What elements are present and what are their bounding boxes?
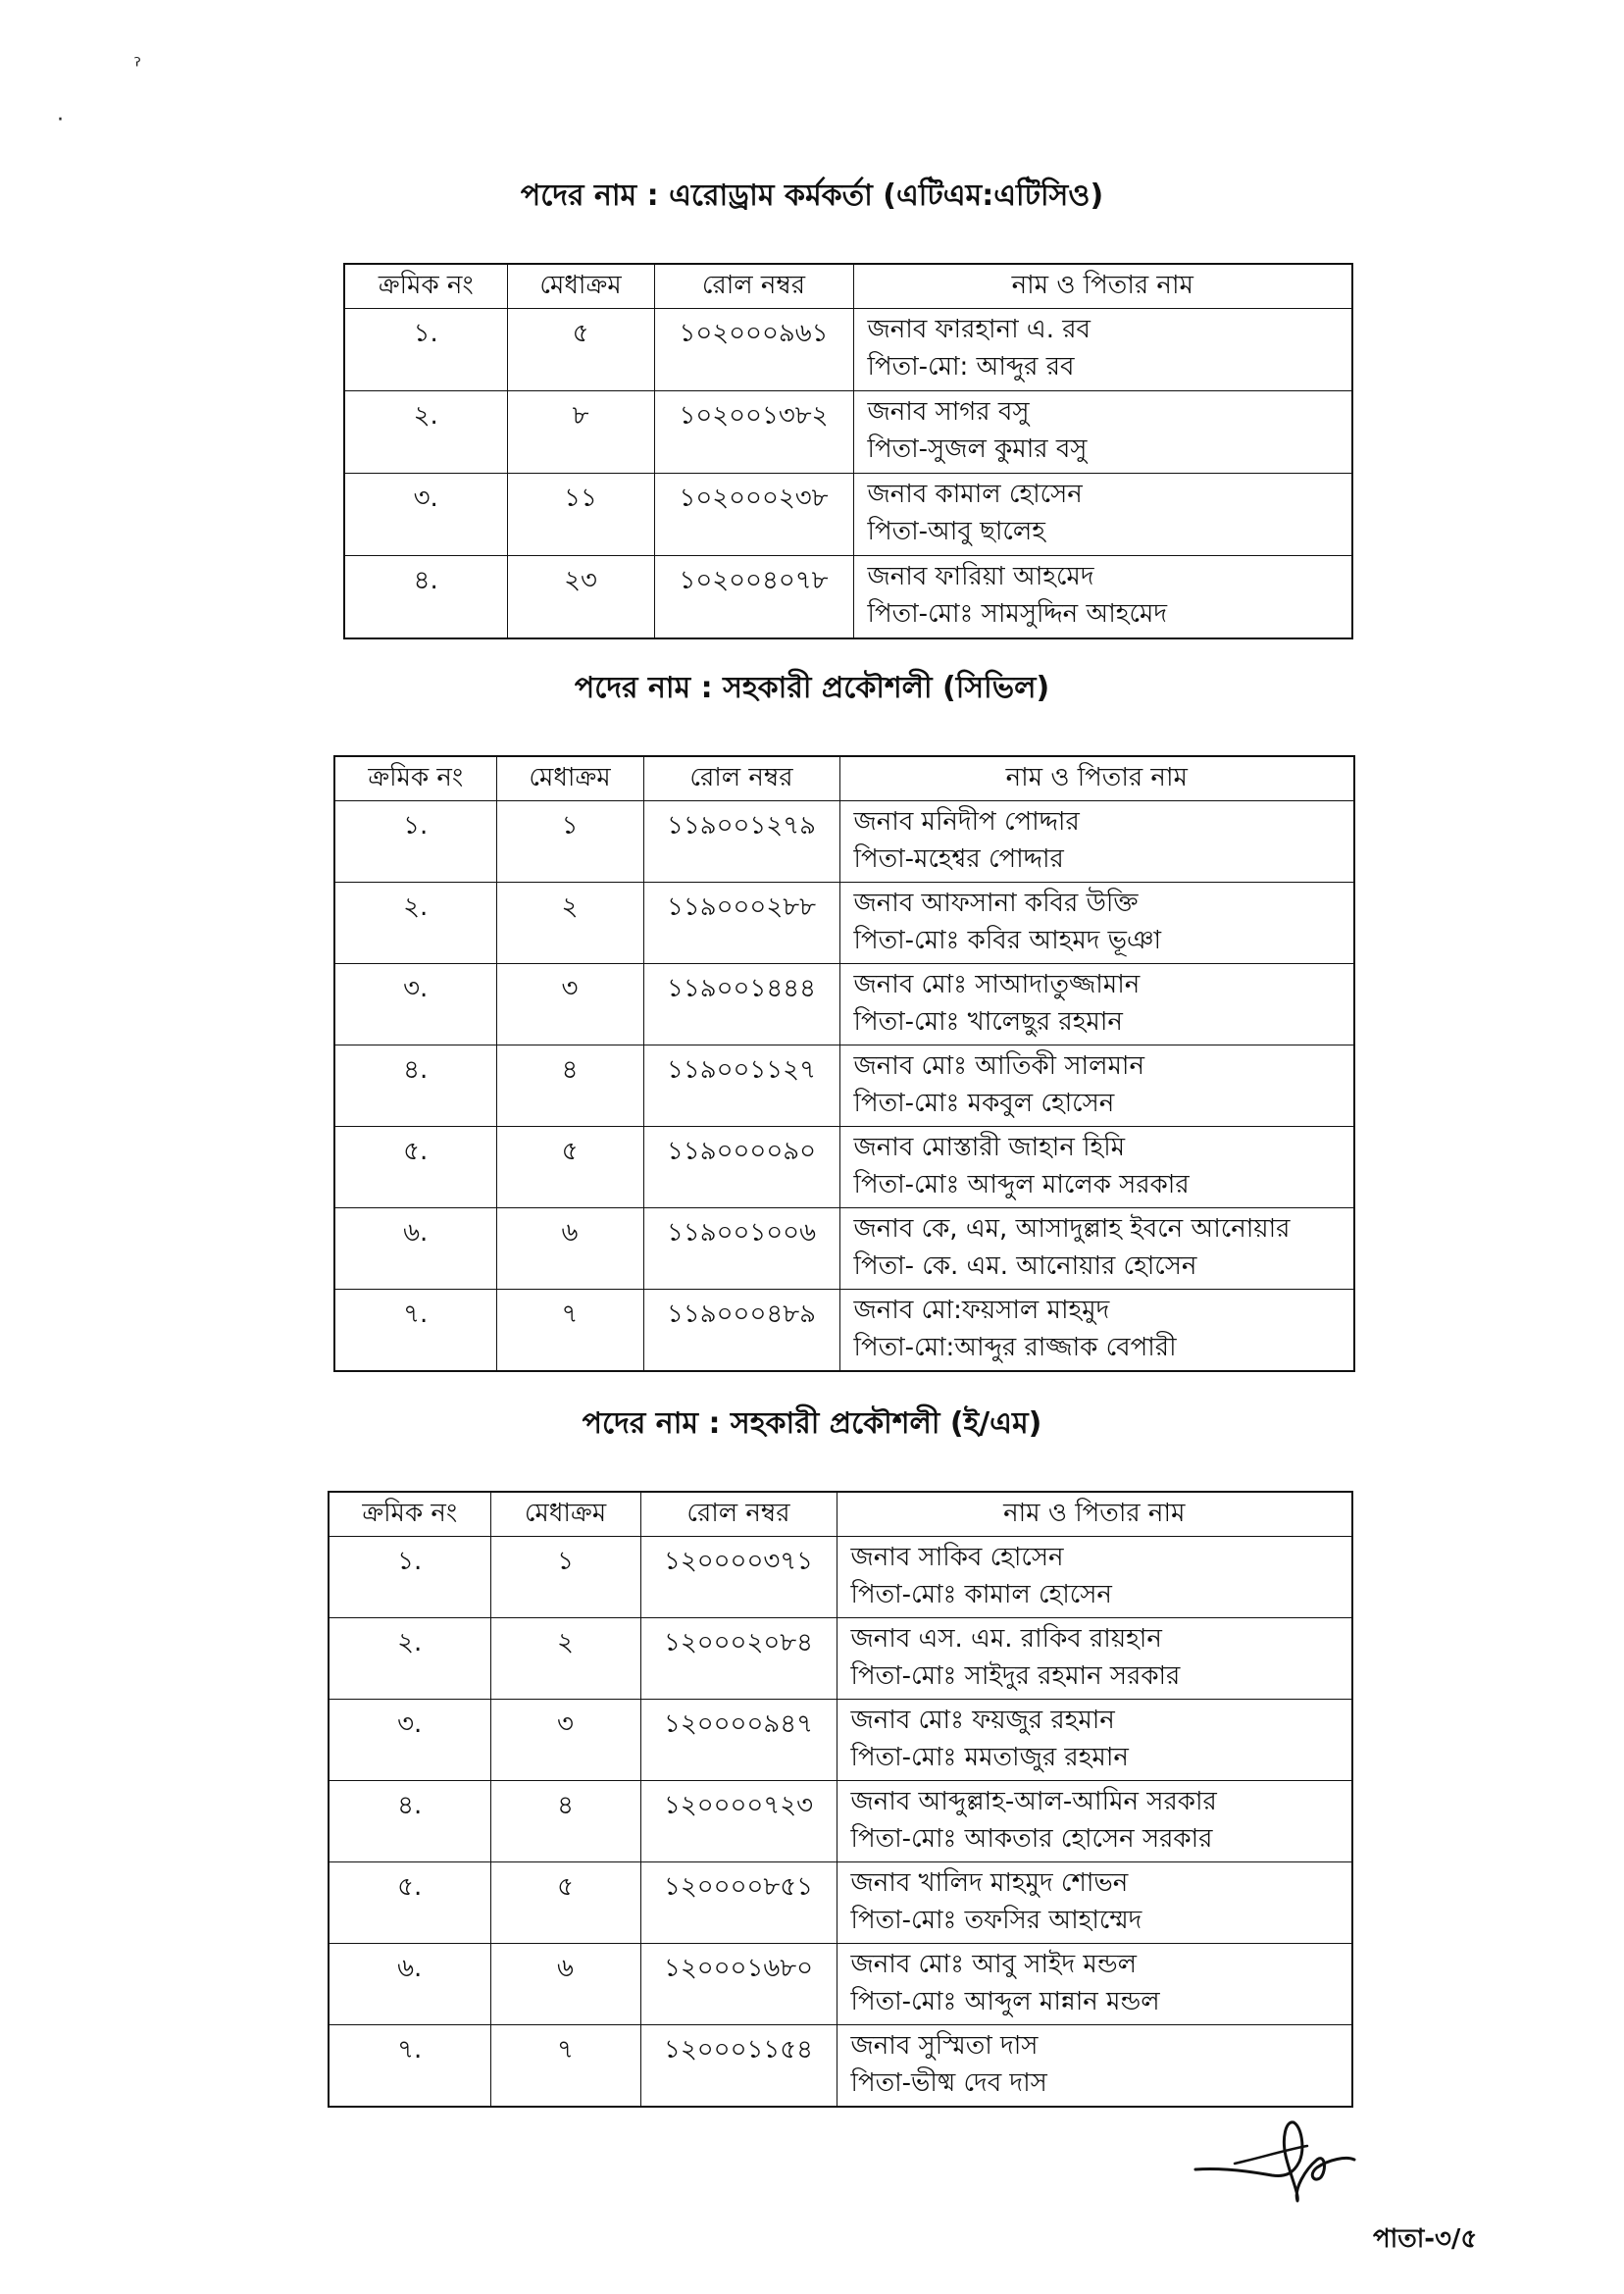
header-merit: মেধাক্রম [496, 756, 643, 801]
candidate-name: জনাব মো:ফয়সাল মাহমুদ [853, 1296, 1110, 1325]
father-name: পিতা-মোঃ সাইদুর রহমান সরকার [850, 1661, 1181, 1691]
candidate-name: জনাব মোঃ আতিকী সালমান [853, 1051, 1144, 1081]
table-row [334, 801, 1354, 883]
roll-cell: ১২০০০১১৫৪ [640, 2025, 837, 2107]
section-title-aerodrome: পদের নাম : এরোড্রাম কর্মকর্তা (এটিএম:এটিসিও) [520, 178, 1104, 213]
merit-cell: ৫ [507, 309, 654, 391]
header-roll: রোল নম্বর [640, 1492, 837, 1537]
page-number: পাতা-৩/৫ [1373, 2224, 1478, 2254]
table-row [329, 1537, 1352, 1618]
merit-cell: ১ [496, 801, 643, 883]
table-row [329, 1618, 1352, 1700]
serial-cell: ৫. [329, 1862, 490, 1944]
table-row [334, 1208, 1354, 1290]
candidate-name: জনাব মোঃ ফয়জুর রহমান [850, 1706, 1115, 1735]
father-name: পিতা-মোঃ আকতার হোসেন সরকার [850, 1824, 1213, 1854]
candidate-name: জনাব আফসানা কবির উক্তি [853, 889, 1139, 918]
header-serial: ক্রমিক নং [344, 264, 507, 309]
father-name: পিতা-মহেশ্বর পোদ্দার [853, 844, 1064, 874]
header-roll: রোল নম্বর [654, 264, 853, 309]
roll-cell: ১২০০০০৩৭১ [640, 1537, 837, 1618]
candidate-name: জনাব মোস্তারী জাহান হিমি [853, 1133, 1126, 1162]
table-row [334, 1127, 1354, 1208]
merit-cell: ৩ [496, 964, 643, 1045]
serial-cell: ৪. [329, 1781, 490, 1862]
section-title-em: পদের নাম : সহকারী প্রকৌশলী (ই/এম) [582, 1406, 1042, 1441]
roll-cell: ১১৯০০০০৯০ [643, 1127, 839, 1208]
merit-cell: ২ [490, 1618, 640, 1700]
roll-cell: ১১৯০০১৪৪৪ [643, 964, 839, 1045]
name-cell [853, 556, 1352, 638]
serial-cell: ৭. [329, 2025, 490, 2107]
table-header-row [334, 756, 1354, 801]
serial-cell: ৭. [334, 1290, 496, 1371]
father-name: পিতা-ভীষ্ম দেব দাস [850, 2068, 1047, 2098]
name-cell [839, 883, 1354, 964]
name-cell [839, 964, 1354, 1045]
merit-cell: ১ [490, 1537, 640, 1618]
header-name: নাম ও পিতার নাম [837, 1492, 1352, 1537]
roll-cell: ১০২০০৪০৭৮ [654, 556, 853, 638]
merit-cell: ৭ [490, 2025, 640, 2107]
serial-cell: ২. [329, 1618, 490, 1700]
section-title-civil: পদের নাম : সহকারী প্রকৌশলী (সিভিল) [574, 671, 1050, 705]
header-serial: ক্রমিক নং [334, 756, 496, 801]
father-name: পিতা-মোঃ কবির আহমদ ভূঞা [853, 926, 1162, 955]
table-row [329, 1700, 1352, 1781]
serial-cell: ৬. [334, 1208, 496, 1290]
merit-cell: ৪ [496, 1045, 643, 1127]
signature-mark [1192, 2099, 1358, 2207]
merit-cell: ৫ [496, 1127, 643, 1208]
name-cell [839, 1045, 1354, 1127]
table-row [329, 1944, 1352, 2025]
scan-speck: ˀ [133, 55, 142, 79]
name-cell [853, 474, 1352, 556]
father-name: পিতা-মোঃ কামাল হোসেন [850, 1580, 1112, 1609]
candidate-name: জনাব মনিদীপ পোদ্দার [853, 807, 1080, 837]
merit-cell: ২৩ [507, 556, 654, 638]
serial-cell: ১. [334, 801, 496, 883]
roll-cell: ১০২০০১৩৮২ [654, 391, 853, 474]
roll-cell: ১১৯০০১১২৭ [643, 1045, 839, 1127]
merit-cell: ৭ [496, 1290, 643, 1371]
table-row [334, 1045, 1354, 1127]
serial-cell: ৬. [329, 1944, 490, 2025]
father-name: পিতা-মোঃ আব্দুল মান্নান মন্ডল [850, 1987, 1160, 2016]
merit-cell: ৬ [496, 1208, 643, 1290]
header-merit: মেধাক্রম [490, 1492, 640, 1537]
roster-table-aerodrome [343, 263, 1353, 639]
roll-cell: ১১৯০০০৪৮৯ [643, 1290, 839, 1371]
table-header-row [344, 264, 1352, 309]
father-name: পিতা-মোঃ আব্দুল মালেক সরকার [853, 1170, 1190, 1199]
table-row [329, 1781, 1352, 1862]
father-name: পিতা-মোঃ খালেছুর রহমান [853, 1007, 1123, 1037]
candidate-name: জনাব ফারিয়া আহমেদ [867, 562, 1094, 591]
merit-cell: ২ [496, 883, 643, 964]
table-row [334, 964, 1354, 1045]
roll-cell: ১২০০০১৬৮০ [640, 1944, 837, 2025]
table-row [329, 2025, 1352, 2107]
name-cell [853, 391, 1352, 474]
name-cell [853, 309, 1352, 391]
father-name: পিতা-আবু ছালেহ [867, 517, 1045, 546]
roll-cell: ১০২০০০৯৬১ [654, 309, 853, 391]
candidate-name: জনাব সাগর বসু [867, 397, 1030, 427]
header-name: নাম ও পিতার নাম [839, 756, 1354, 801]
table-row [344, 474, 1352, 556]
header-roll: রোল নম্বর [643, 756, 839, 801]
table-row [344, 556, 1352, 638]
roll-cell: ১০২০০০২৩৮ [654, 474, 853, 556]
father-name: পিতা-মো:আব্দুর রাজ্জাক বেপারী [853, 1333, 1177, 1362]
candidate-name: জনাব খালিদ মাহমুদ শোভন [850, 1868, 1129, 1898]
serial-cell: ১. [329, 1537, 490, 1618]
candidate-name: জনাব ফারহানা এ. রব [867, 315, 1091, 344]
merit-cell: ৮ [507, 391, 654, 474]
roll-cell: ১১৯০০১২৭৯ [643, 801, 839, 883]
name-cell [839, 1208, 1354, 1290]
candidate-name: জনাব আব্দুল্লাহ-আল-আমিন সরকার [850, 1787, 1217, 1816]
candidate-name: জনাব কামাল হোসেন [867, 480, 1083, 509]
serial-cell: ১. [344, 309, 507, 391]
serial-cell: ৩. [329, 1700, 490, 1781]
roll-cell: ১২০০০২০৮৪ [640, 1618, 837, 1700]
candidate-name: জনাব এস. এম. রাকিব রায়হান [850, 1624, 1162, 1654]
table-row [344, 309, 1352, 391]
serial-cell: ৪. [334, 1045, 496, 1127]
father-name: পিতা-মো: আব্দুর রব [867, 352, 1075, 382]
name-cell [837, 1781, 1352, 1862]
roll-cell: ১১৯০০০২৮৮ [643, 883, 839, 964]
header-serial: ক্রমিক নং [329, 1492, 490, 1537]
scan-speck: · [57, 108, 64, 132]
serial-cell: ৩. [334, 964, 496, 1045]
candidate-name: জনাব মোঃ সাআদাতুজ্জামান [853, 970, 1141, 999]
candidate-name: জনাব মোঃ আবু সাইদ মন্ডল [850, 1950, 1138, 1979]
serial-cell: ২. [344, 391, 507, 474]
merit-cell: ৪ [490, 1781, 640, 1862]
roll-cell: ১২০০০০৮৫১ [640, 1862, 837, 1944]
name-cell [837, 1618, 1352, 1700]
roll-cell: ১১৯০০১০০৬ [643, 1208, 839, 1290]
candidate-name: জনাব কে, এম, আসাদুল্লাহ ইবনে আনোয়ার [853, 1214, 1291, 1244]
candidate-name: জনাব সুস্মিতা দাস [850, 2031, 1039, 2061]
candidate-name: জনাব সাকিব হোসেন [850, 1543, 1064, 1572]
header-name: নাম ও পিতার নাম [853, 264, 1352, 309]
father-name: পিতা-মোঃ মকবুল হোসেন [853, 1089, 1115, 1118]
name-cell [839, 1127, 1354, 1208]
serial-cell: ৪. [344, 556, 507, 638]
merit-cell: ৩ [490, 1700, 640, 1781]
roster-table-em [328, 1491, 1353, 2108]
table-row [334, 1290, 1354, 1371]
header-merit: মেধাক্রম [507, 264, 654, 309]
father-name: পিতা-মোঃ সামসুদ্দিন আহমেদ [867, 599, 1167, 629]
table-row [344, 391, 1352, 474]
serial-cell: ৩. [344, 474, 507, 556]
roster-table-civil [333, 755, 1355, 1372]
merit-cell: ১১ [507, 474, 654, 556]
table-header-row [329, 1492, 1352, 1537]
father-name: পিতা-সুজল কুমার বসু [867, 434, 1088, 464]
serial-cell: ৫. [334, 1127, 496, 1208]
merit-cell: ৫ [490, 1862, 640, 1944]
name-cell [837, 1537, 1352, 1618]
roll-cell: ১২০০০০৯৪৭ [640, 1700, 837, 1781]
name-cell [837, 1862, 1352, 1944]
table-row [334, 883, 1354, 964]
father-name: পিতা- কে. এম. আনোয়ার হোসেন [853, 1251, 1197, 1281]
name-cell [837, 1700, 1352, 1781]
name-cell [839, 801, 1354, 883]
name-cell [837, 1944, 1352, 2025]
serial-cell: ২. [334, 883, 496, 964]
table-row [329, 1862, 1352, 1944]
name-cell [837, 2025, 1352, 2107]
father-name: পিতা-মোঃ তফসির আহাম্মেদ [850, 1906, 1142, 1935]
merit-cell: ৬ [490, 1944, 640, 2025]
father-name: পিতা-মোঃ মমতাজুর রহমান [850, 1743, 1129, 1772]
roll-cell: ১২০০০০৭২৩ [640, 1781, 837, 1862]
name-cell [839, 1290, 1354, 1371]
